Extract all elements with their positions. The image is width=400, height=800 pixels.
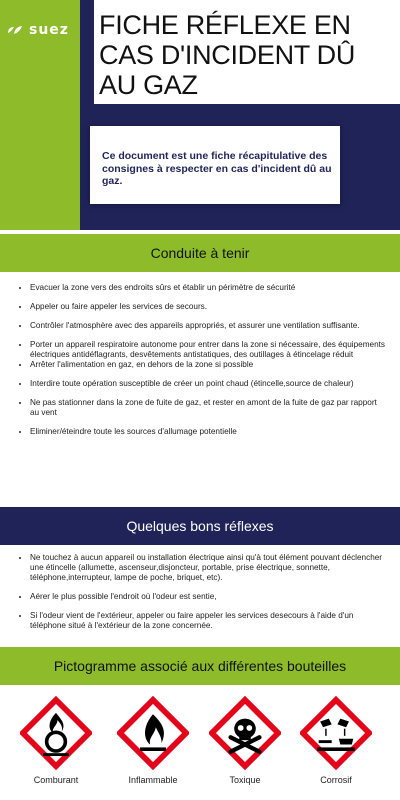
- section-heading-pictogrammes: Pictogramme associé aux différentes bouteilles: [0, 647, 400, 685]
- pictogram-row: [0, 695, 400, 800]
- list-item: • Si l'odeur vient de l'extérieur, appeler ou faire appeler les services desecours à l'aide d'un téléphone situé à l'extérieur de la zone concernée.: [30, 611, 386, 631]
- section-heading-conduite: Conduite à tenir: [0, 234, 400, 272]
- page-title: [99, 10, 397, 100]
- reflexes-list: [0, 553, 400, 631]
- suez-logo: [6, 22, 69, 38]
- flame-over-circle-icon: [20, 695, 92, 771]
- list-item: • Arrêter l'alimentation en gaz, en dehors de la zone si possible: [30, 360, 386, 370]
- list-item: • Eliminer/éteindre toute les sources d'allumage potentielle: [30, 427, 386, 437]
- list-item: • Aérer le plus possible l'endroit où l'odeur est sentie,: [30, 592, 386, 602]
- pictogram-inflammable: [113, 695, 193, 785]
- intro-text: Ce document est une fiche récapitulative des consignes à respecter en cas d'incident dû au gaz.: [102, 150, 332, 187]
- navy-divider-strip: [94, 104, 400, 112]
- corrosion-icon: [300, 695, 372, 771]
- header: [0, 0, 400, 230]
- list-item: • Ne pas stationner dans la zone de fuite de gaz, et rester en amont de la fuite de gaz par rapport au vent: [30, 398, 386, 418]
- skull-crossbones-icon: [209, 695, 281, 771]
- title-line-3: AU GAZ: [99, 70, 198, 100]
- pictogram-corrosif: [296, 695, 376, 785]
- pictogram-label: Toxique: [229, 775, 261, 785]
- conduite-list: [0, 283, 400, 437]
- list-item: • Contrôler l'atmosphère avec des appareils appropriés, et assurer une ventilation suffisante.: [30, 321, 386, 331]
- pictogram-comburant: [16, 695, 96, 785]
- pictogram-toxique: [205, 695, 285, 785]
- suez-logo-icon: [6, 23, 26, 37]
- list-item: • Ne touchez à aucun appareil ou installation électrique ainsi qu'à tout élément pouvant déclencher une étincelle (allumette, ascenseur,disjoncteur, portable, prise électrique, sonnette, téléphone,interrupteur, lampe de poche, briquet, etc).: [30, 553, 386, 583]
- logo-text: suez: [29, 22, 69, 38]
- title-line-2: CAS D'INCIDENT DÛ: [99, 40, 356, 70]
- list-item: • Appeler ou faire appeler les services de secours.: [30, 302, 386, 312]
- pictogram-label: Corrosif: [320, 775, 352, 785]
- list-item: • Porter un appareil respiratoire autonome pour entrer dans la zone si nécessaire, des équipements électriques antidéflagrants, desvêtements antistatiques, des outillages à étincelage réduit: [30, 340, 386, 360]
- pictogram-label: Comburant: [33, 775, 79, 785]
- title-line-1: FICHE RÉFLEXE EN: [99, 10, 351, 40]
- section-heading-reflexes: Quelques bons réflexes: [0, 507, 400, 545]
- flame-icon: [117, 695, 189, 771]
- pictogram-label: Inflammable: [128, 775, 178, 785]
- list-item: • Interdire toute opération susceptible de créer un point chaud (étincelle,source de chaleur): [30, 379, 386, 389]
- list-item: • Evacuer la zone vers des endroits sûrs et établir un périmètre de sécurité: [30, 283, 386, 293]
- intro-card: [90, 126, 340, 204]
